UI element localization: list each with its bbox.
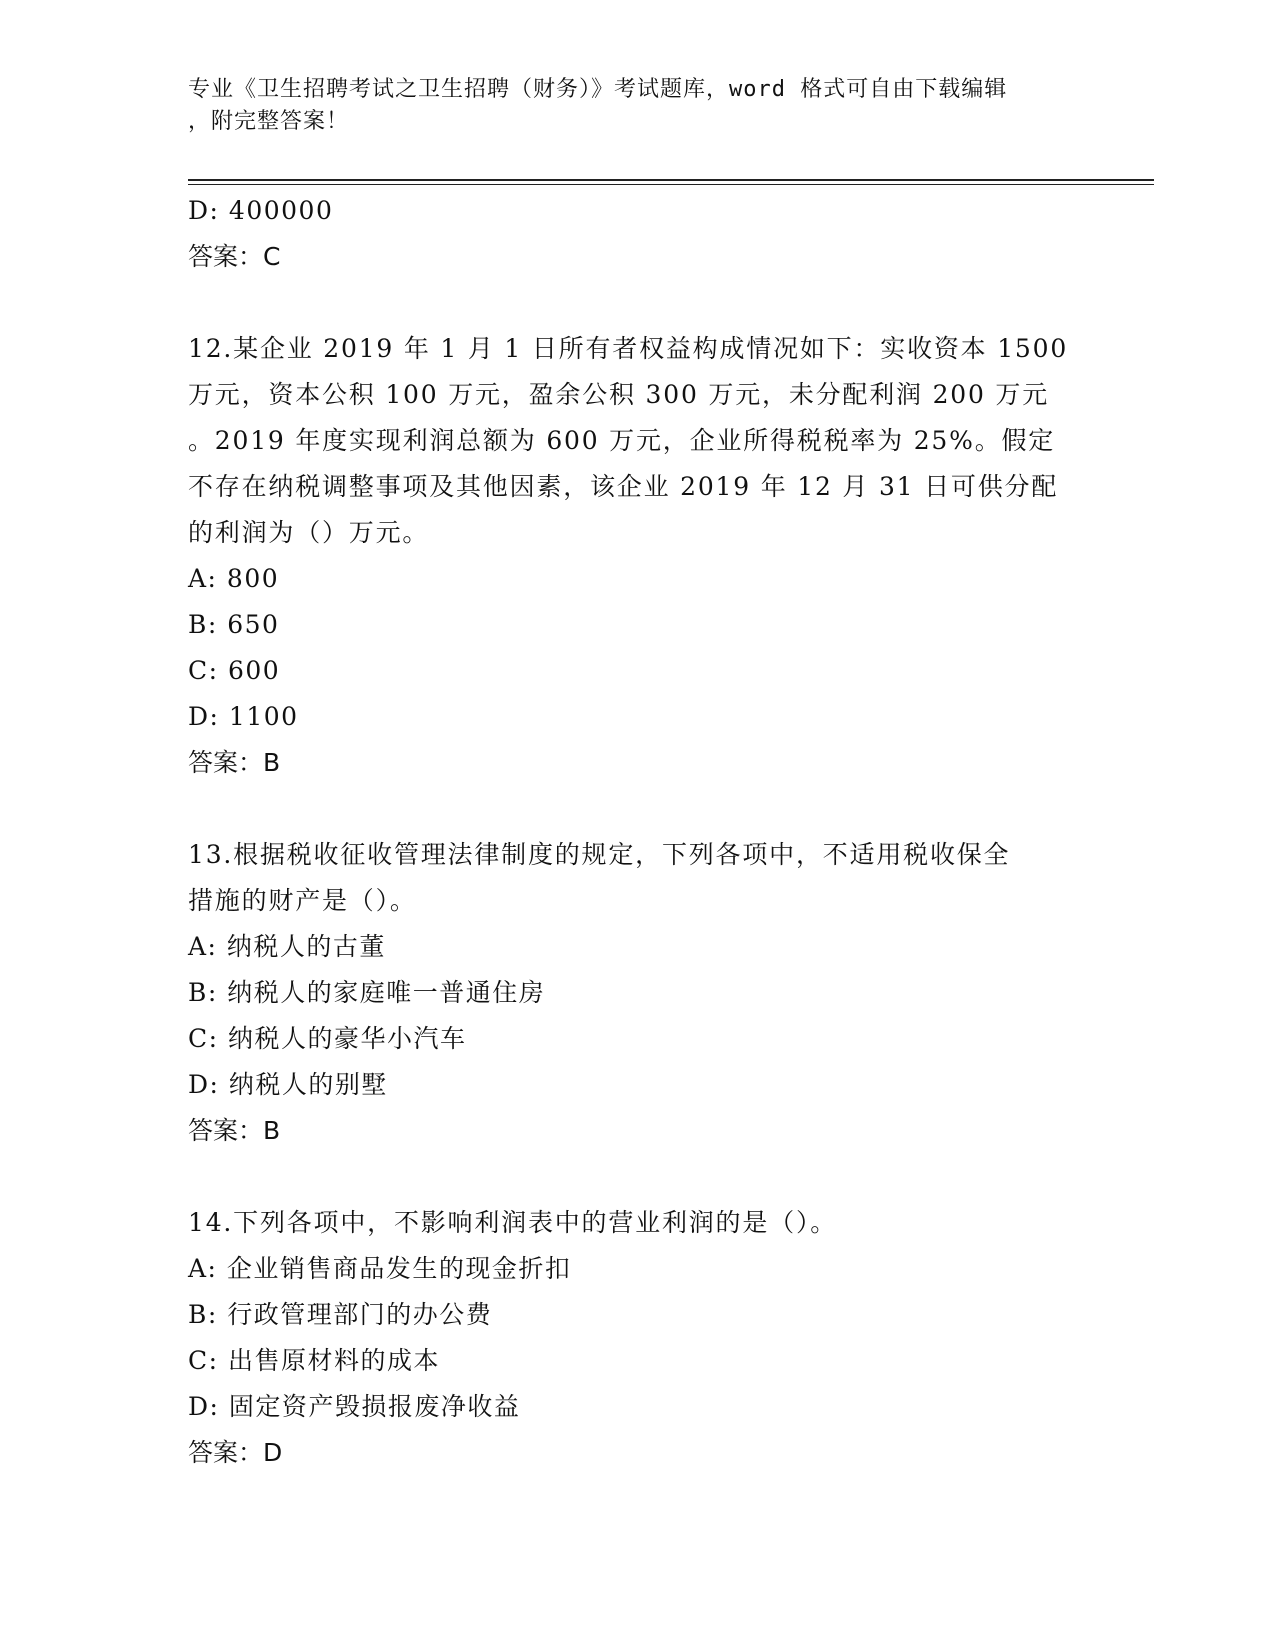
header-divider-thick <box>188 179 1154 181</box>
question-12-line-2: 万元，资本公积 100 万元，盈余公积 300 万元，未分配利润 200 万元 <box>188 380 1050 409</box>
question-14-option-a: A: 企业销售商品发生的现金折扣 <box>188 1254 572 1283</box>
question-13-answer: 答案：B <box>188 1116 281 1145</box>
question-12-option-c: C: 600 <box>188 656 281 685</box>
question-14-line-1: 14.下列各项中，不影响利润表中的营业利润的是（）。 <box>188 1208 838 1237</box>
question-12 <box>188 326 1088 786</box>
answer: 答案：C <box>188 242 281 271</box>
question-12-line-1: 12.某企业 2019 年 1 月 1 日所有者权益构成情况如下：实收资本 1500 <box>188 334 1069 363</box>
question-13-line-1: 13.根据税收征收管理法律制度的规定，下列各项中，不适用税收保全 <box>188 840 1011 869</box>
header-divider-thin <box>188 184 1154 185</box>
header-line-2: ，附完整答案！ <box>188 109 350 134</box>
question-12-line-4: 不存在纳税调整事项及其他因素，该企业 2019 年 12 月 31 日可供分配 <box>188 472 1059 501</box>
spacer <box>188 280 1088 326</box>
question-13-option-d: D: 纳税人的别墅 <box>188 1070 388 1099</box>
question-12-option-a: A: 800 <box>188 564 280 593</box>
question-13-option-a: A: 纳税人的古董 <box>188 932 386 961</box>
question-12-line-5: 的利润为（）万元。 <box>188 518 430 547</box>
question-14 <box>188 1200 1088 1476</box>
question-12-answer: 答案：B <box>188 748 281 777</box>
header-line-1: 专业《卫生招聘考试之卫生招聘（财务）》考试题库，word 格式可自由下载编辑 <box>188 77 1008 102</box>
question-13 <box>188 832 1088 1154</box>
question-14-option-c: C: 出售原材料的成本 <box>188 1346 440 1375</box>
question-14-option-b: B: 行政管理部门的办公费 <box>188 1300 493 1329</box>
question-13-option-c: C: 纳税人的豪华小汽车 <box>188 1024 467 1053</box>
question-12-option-b: B: 650 <box>188 610 280 639</box>
question-14-option-d: D: 固定资产毁损报废净收益 <box>188 1392 521 1421</box>
spacer <box>188 1154 1088 1200</box>
document-header <box>188 74 1088 138</box>
document-body <box>188 188 1088 1476</box>
question-13-option-b: B: 纳税人的家庭唯一普通住房 <box>188 978 546 1007</box>
question-12-option-d: D: 1100 <box>188 702 299 731</box>
question-14-answer: 答案：D <box>188 1438 283 1467</box>
spacer <box>188 786 1088 832</box>
question-12-line-3: 。2019 年度实现利润总额为 600 万元，企业所得税税率为 25%。假定 <box>188 426 1056 455</box>
question-13-line-2: 措施的财产是（）。 <box>188 886 417 915</box>
option-d: D: 400000 <box>188 196 334 225</box>
